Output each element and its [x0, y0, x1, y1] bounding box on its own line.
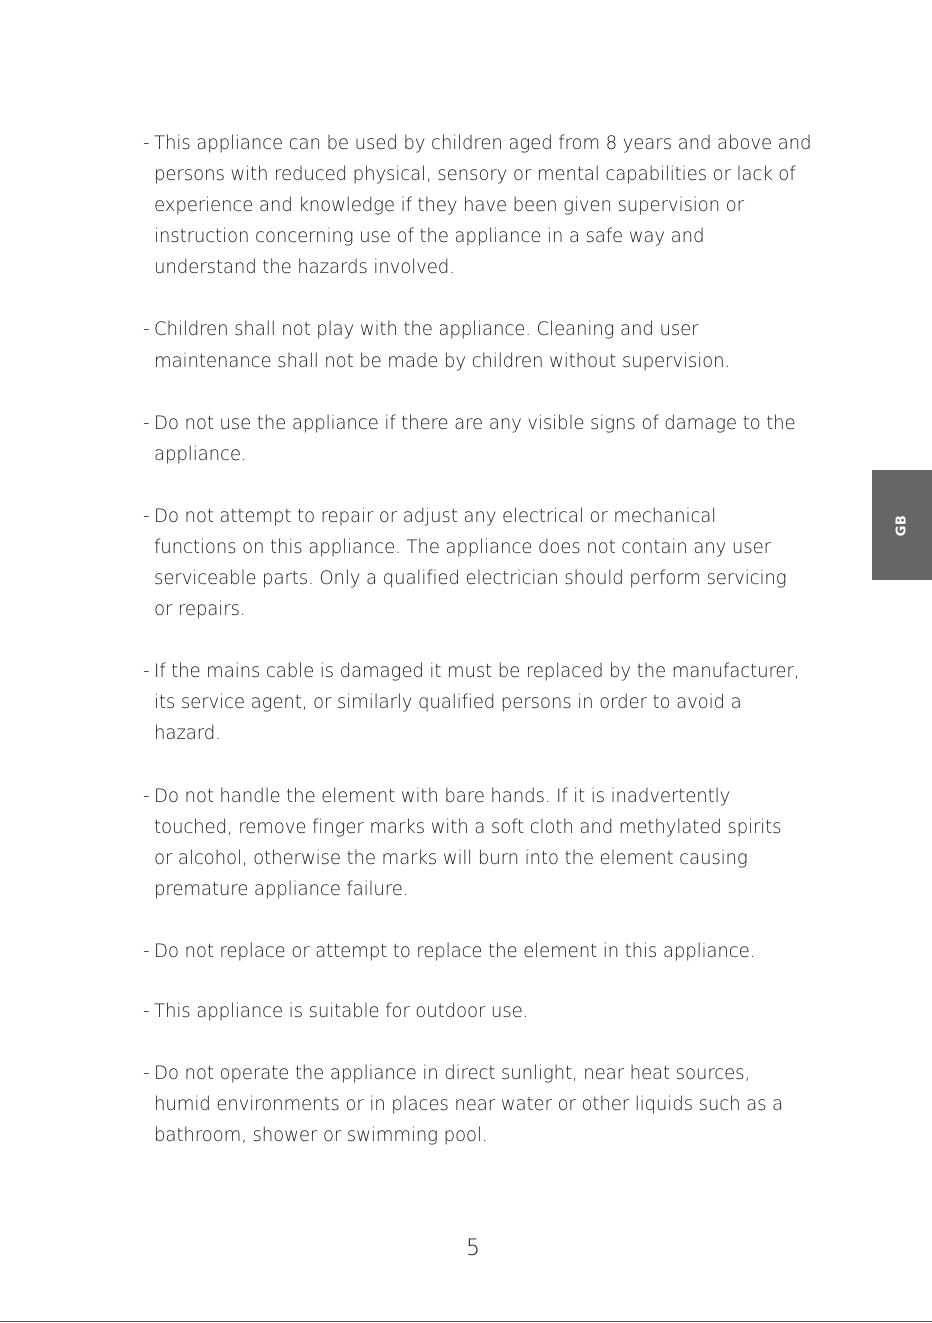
safety-item-line: Do not use the appliance if there are any visible signs of damage to the [154, 412, 796, 434]
bullet-dash: - [143, 412, 150, 434]
safety-item-line: Do not attempt to repair or adjust any electrical or mechanical [154, 505, 717, 527]
safety-item-line: This appliance is suitable for outdoor use. [154, 1000, 529, 1022]
safety-item-line: maintenance shall not be made by children without supervision. [154, 350, 731, 372]
safety-item-line: functions on this appliance. The appliance does not contain any user [154, 536, 771, 558]
safety-item-line: Children shall not play with the appliance. Cleaning and user [154, 319, 699, 341]
safety-item-operating-location [143, 1058, 803, 1151]
safety-item-line: This appliance can be used by children aged from 8 years and above and [154, 133, 812, 154]
safety-item-outdoor-use [143, 996, 803, 1027]
safety-instructions-list [143, 128, 812, 1182]
safety-item-line: persons with reduced physical, sensory or mental capabilities or lack of [154, 164, 796, 186]
bullet-dash: - [143, 133, 150, 154]
safety-item-line: premature appliance failure. [154, 878, 409, 900]
safety-item-line: experience and knowledge if they have been given supervision or [154, 195, 744, 217]
safety-item-repair [143, 501, 803, 625]
safety-item-line: Do not handle the element with bare hands. If it is inadvertently [154, 785, 731, 807]
bullet-dash: - [143, 505, 150, 527]
safety-item-children-play [143, 314, 803, 376]
safety-item-line: its service agent, or similarly qualified persons in order to avoid a [154, 692, 742, 714]
safety-item-element-handling [143, 781, 803, 905]
page-number: 5 [466, 1236, 480, 1261]
safety-item-line: humid environments or in places near water or other liquids such as a [154, 1094, 784, 1116]
safety-item-line: understand the hazards involved. [154, 257, 455, 279]
safety-item-line: Do not replace or attempt to replace the element in this appliance. [154, 940, 756, 962]
bullet-dash: - [143, 1000, 150, 1022]
safety-item-mains-cable [143, 656, 803, 749]
language-tab-label: GB [894, 514, 910, 536]
safety-item-line: appliance. [154, 443, 247, 465]
safety-item-replace-element [143, 936, 803, 967]
language-tab [872, 470, 932, 580]
safety-item-line: instruction concerning use of the appliance in a safe way and [154, 226, 705, 248]
bullet-dash: - [143, 940, 150, 962]
bullet-dash: - [143, 785, 150, 807]
safety-item-line: hazard. [154, 723, 221, 745]
safety-item-line: touched, remove finger marks with a soft cloth and methylated spirits [154, 816, 782, 838]
safety-item-line: Do not operate the appliance in direct sunlight, near heat sources, [154, 1063, 751, 1085]
safety-item-line: or repairs. [154, 599, 246, 621]
safety-item-line: or alcohol, otherwise the marks will burn into the element causing [154, 847, 748, 869]
bullet-dash: - [143, 319, 150, 341]
safety-item-line: serviceable parts. Only a qualified electrician should perform servicing [154, 568, 787, 590]
safety-item-children-supervision [143, 128, 812, 283]
safety-item-visible-damage [143, 408, 803, 470]
bullet-dash: - [143, 1063, 150, 1085]
safety-item-line: bathroom, shower or swimming pool. [154, 1125, 488, 1147]
safety-item-line: If the mains cable is damaged it must be replaced by the manufacturer, [154, 661, 800, 683]
bottom-divider [0, 1321, 932, 1322]
bullet-dash: - [143, 661, 150, 683]
